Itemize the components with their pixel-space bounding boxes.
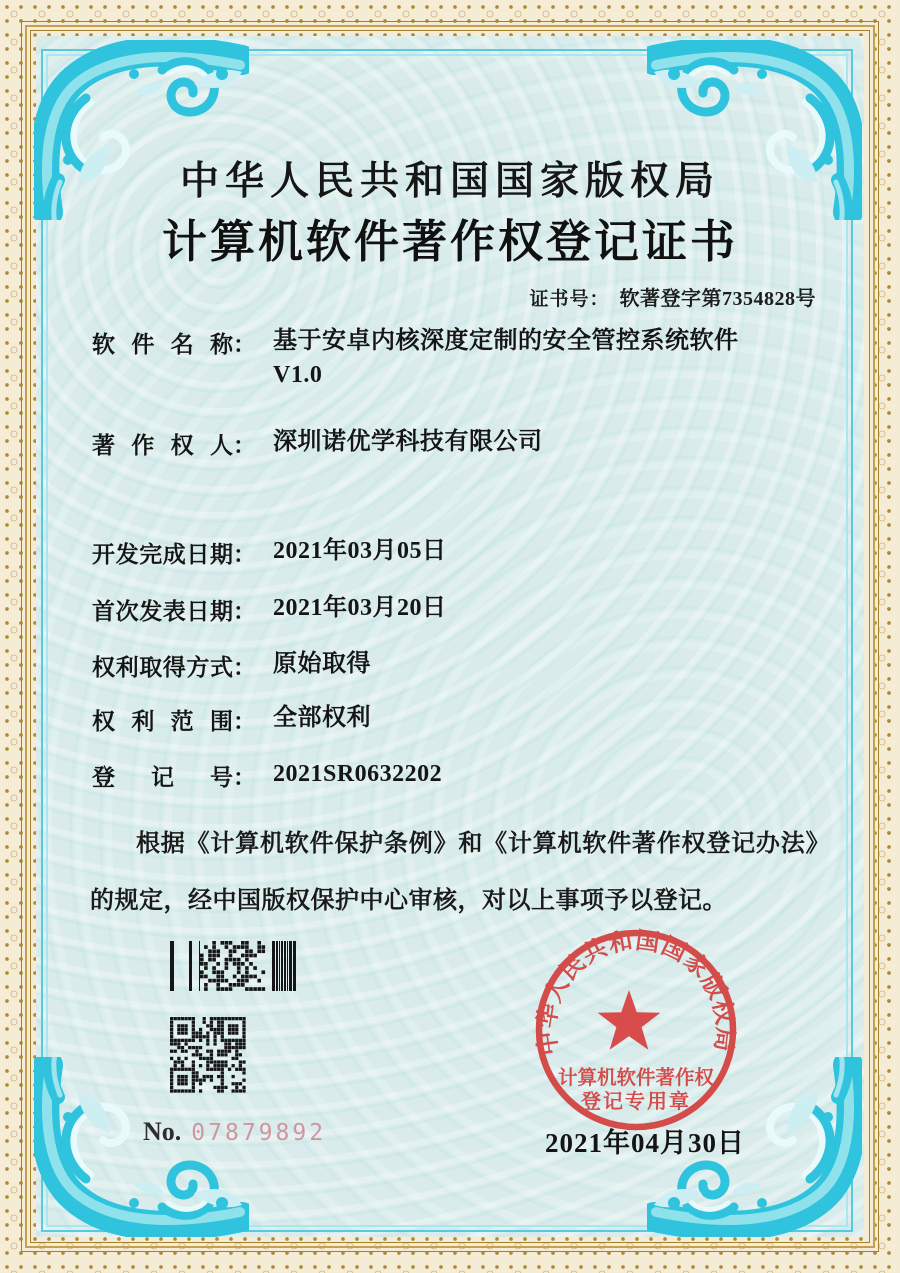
- field-label: 首次发表日期: [92, 598, 233, 624]
- field-colon: ：: [233, 331, 256, 357]
- serial-label: No.: [143, 1117, 182, 1146]
- field-colon: ：: [233, 432, 256, 458]
- field-value: 2021SR0632202: [273, 761, 443, 787]
- field-label: 登记号: [92, 764, 233, 790]
- field-row-dev-complete-date: [92, 536, 832, 569]
- official-seal: [528, 924, 744, 1140]
- legal-paragraph: 根据《计算机软件保护条例》和《计算机软件著作权登记办法》的规定，经中国版权保护中心审核，对以上事项予以登记。: [90, 831, 818, 914]
- barcode-image: [170, 941, 298, 991]
- seal-line1: 计算机软件著作权: [557, 1067, 715, 1089]
- certificate-paper: [36, 36, 864, 1237]
- field-row-rights-scope: [92, 703, 832, 736]
- field-value: 2021年03月20日: [273, 595, 447, 621]
- field-label: 开发完成日期: [92, 541, 233, 567]
- field-label: 软件名称: [92, 331, 233, 357]
- field-label: 著作权人: [92, 432, 233, 458]
- issue-date: 2021年04月30日: [545, 1128, 745, 1158]
- field-row-registration-no: [92, 759, 832, 792]
- software-name-line2: V1.0: [273, 362, 323, 388]
- field-value: [273, 324, 793, 392]
- field-colon: ：: [233, 764, 256, 790]
- serial-number: 07879892: [191, 1120, 327, 1146]
- certificate-title: 计算机软件著作权登记证书: [161, 217, 738, 267]
- issuer-title: 中华人民共和国国家版权局: [179, 160, 720, 203]
- qr-code-image: [170, 1017, 246, 1093]
- software-name-line1: 基于安卓内核深度定制的安全管控系统软件: [273, 328, 739, 354]
- field-label: 权利取得方式: [92, 654, 233, 680]
- field-row-copyright-owner: [92, 427, 832, 460]
- field-value: 原始取得: [273, 651, 371, 677]
- field-row-rights-acquisition: [92, 649, 832, 682]
- cert-number-value: 软著登字第7354828号: [619, 288, 816, 310]
- field-row-first-publish-date: [92, 593, 832, 626]
- field-row-software-name: [92, 326, 832, 388]
- cert-number-label: 证书号：: [529, 289, 610, 310]
- field-value: 2021年03月05日: [273, 538, 447, 564]
- seal-ring-text: 中华人民共和国国家版权局: [534, 928, 738, 1057]
- field-colon: ：: [233, 598, 256, 624]
- field-colon: ：: [233, 708, 256, 734]
- field-value: 深圳诺优学科技有限公司: [273, 429, 543, 455]
- cert-number-row: [529, 282, 816, 311]
- field-colon: ：: [233, 654, 256, 680]
- star-icon: [598, 990, 661, 1050]
- field-label: 权利范围: [92, 708, 233, 734]
- seal-line2: 登记专用章: [581, 1091, 691, 1113]
- field-colon: ：: [233, 541, 256, 567]
- serial-row: [143, 1117, 326, 1147]
- field-value: 全部权利: [273, 705, 371, 731]
